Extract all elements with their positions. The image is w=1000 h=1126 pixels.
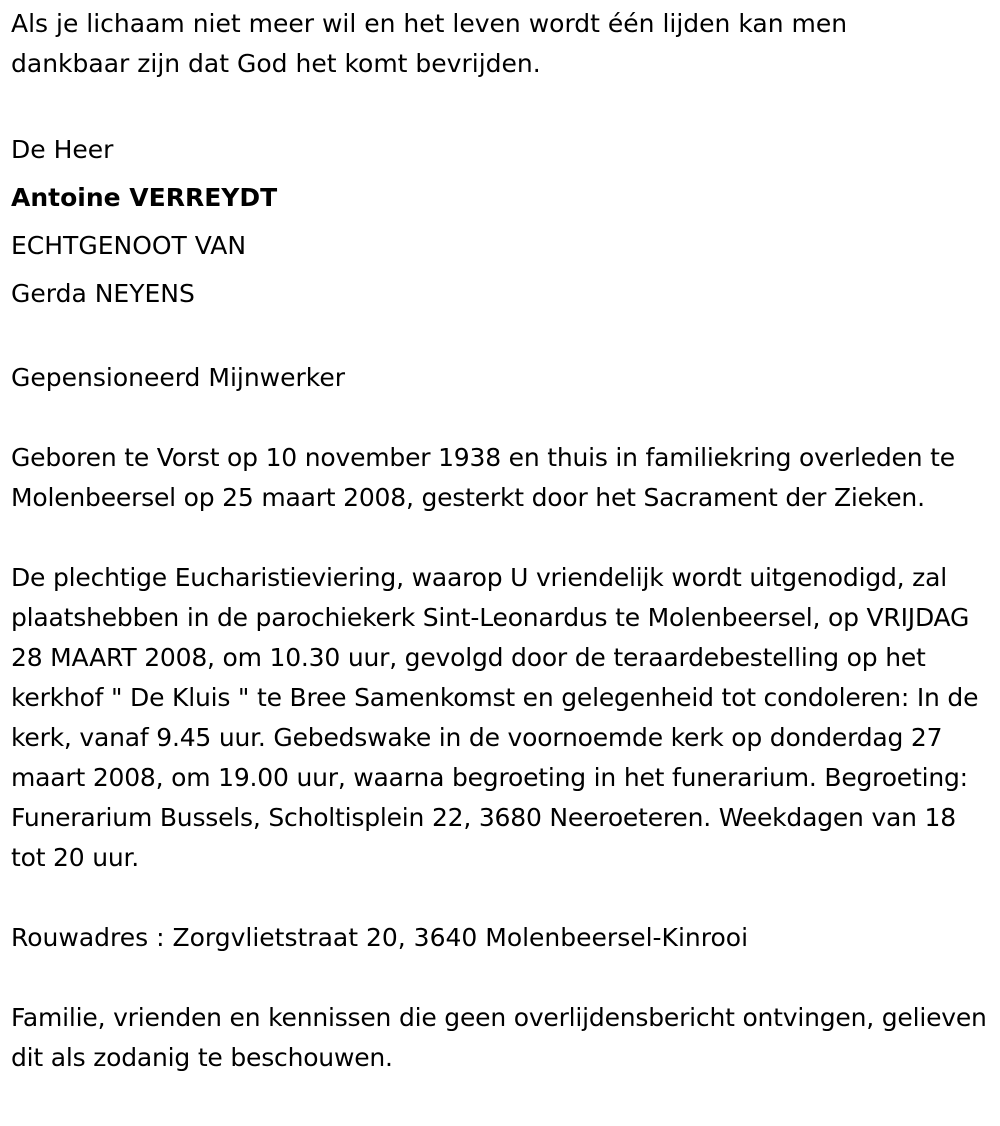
spacer <box>11 318 996 358</box>
spouse-name: Gerda NEYENS <box>11 279 195 308</box>
person-name: Antoine VERREYDT <box>11 183 278 212</box>
spacer <box>11 518 996 558</box>
spacer <box>11 398 996 438</box>
spacer <box>11 878 996 918</box>
birth-death-paragraph: Geboren te Vorst op 10 november 1938 en thuis in familiekring overleden te Molenbeersel op 25 maart 2008, gesterkt door het Sacrament der Zieken. <box>11 443 955 512</box>
mourning-address: Rouwadres : Zorgvlietstraat 20, 3640 Molenbeersel-Kinrooi <box>11 923 749 952</box>
spacer <box>11 84 996 124</box>
closing-note: Familie, vrienden en kennissen die geen overlijdensbericht ontvingen, gelieven dit als zodanig te beschouwen. <box>11 1003 987 1072</box>
ceremony-paragraph: De plechtige Eucharistieviering, waarop U vriendelijk wordt uitgenodigd, zal plaatshebben in de parochiekerk Sint-Leonardus te Molenbeersel, op VRIJDAG 28 MAART 2008, om 10.30 uur, gevolgd door de teraardebestelling op het kerkhof " De Kluis " te Bree Samenkomst en gelegenheid tot condoleren: In de kerk, vanaf 9.45 uur. Gebedswake in de voornoemde kerk op donderdag 27 maart 2008, om 19.00 uur, waarna begroeting in het funerarium. Begroeting: Funerarium Bussels, Scholtisplein 22, 3680 Neeroeteren. Weekdagen van 18 tot 20 uur. <box>11 563 979 872</box>
verse-line-2: dankbaar zijn dat God het komt bevrijden. <box>11 49 541 78</box>
relation-label: ECHTGENOOT VAN <box>11 231 247 260</box>
person-title: De Heer <box>11 135 114 164</box>
spacer <box>11 958 996 998</box>
person-block <box>11 126 996 318</box>
verse-line-1: Als je lichaam niet meer wil en het leven wordt één lijden kan men <box>11 9 848 38</box>
obituary-notice <box>11 4 996 1078</box>
occupation: Gepensioneerd Mijnwerker <box>11 363 346 392</box>
